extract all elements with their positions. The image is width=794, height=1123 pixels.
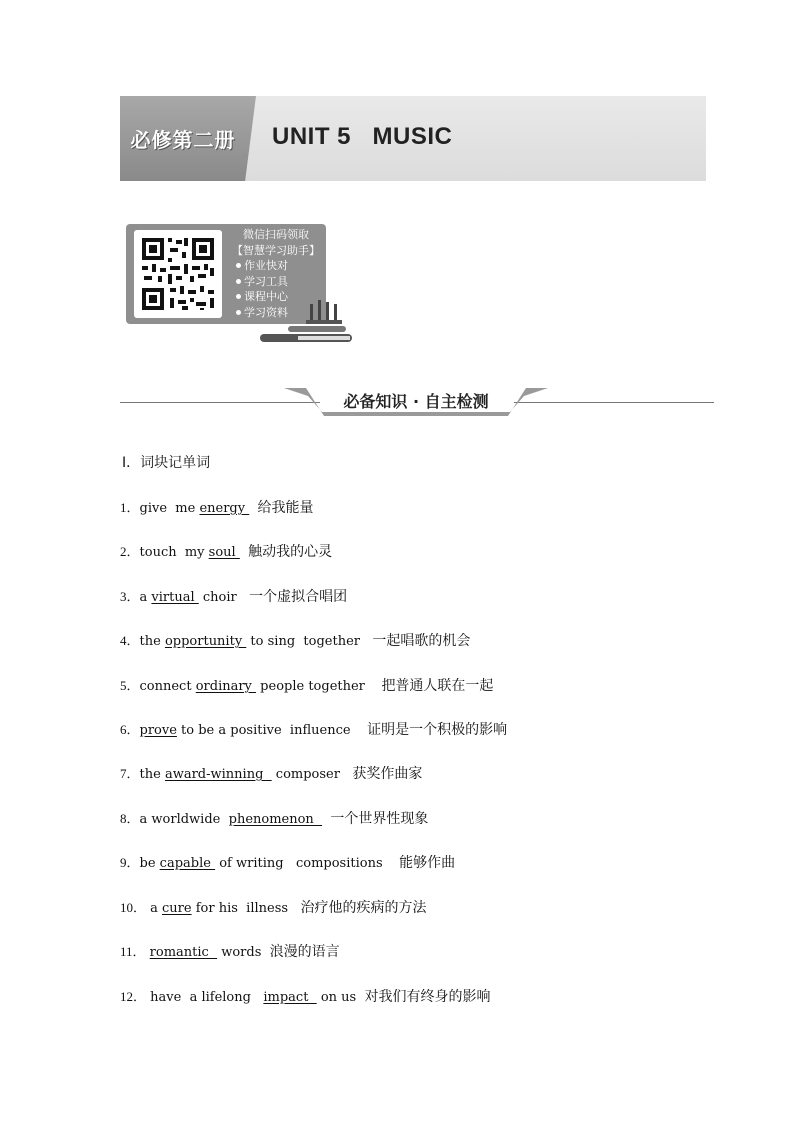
item-suffix: choir: [198, 590, 250, 605]
promo-feature: 作业快对: [228, 258, 324, 274]
item-suffix: [249, 501, 257, 516]
part-heading: Ⅰ．词块记单词: [122, 455, 211, 471]
answer-blank: virtual: [151, 590, 199, 605]
list-item: [120, 630, 470, 650]
answer-blank: impact: [263, 990, 317, 1005]
item-prefix: connect: [139, 679, 196, 694]
answer-blank: ordinary: [195, 679, 257, 694]
item-number: 7．: [120, 766, 140, 781]
answer-blank: award-winning: [164, 767, 272, 782]
item-number: 5．: [120, 678, 140, 693]
item-suffix: people together: [256, 679, 382, 694]
promo-feature: 课程中心: [228, 289, 324, 305]
list-item: [120, 763, 422, 783]
answer-blank: romantic: [149, 945, 218, 960]
chinese-meaning: 获奖作曲家: [352, 766, 423, 782]
item-number: 3．: [120, 589, 140, 604]
item-suffix: to sing together: [246, 634, 373, 649]
item-prefix: a: [139, 590, 152, 605]
qr-code-icon[interactable]: [134, 230, 222, 318]
chinese-meaning: 治疗他的疾病的方法: [300, 900, 427, 916]
list-item: [120, 897, 426, 917]
list-item: [120, 852, 455, 872]
chinese-meaning: 能够作曲: [399, 855, 456, 871]
item-number: 12．: [120, 989, 147, 1004]
list-item: [120, 941, 340, 961]
item-suffix: [240, 545, 248, 560]
item-number: 8．: [120, 811, 140, 826]
item-number: 2．: [120, 544, 140, 559]
item-prefix: give me: [139, 501, 200, 516]
promo-line: 微信扫码领取: [243, 228, 309, 241]
chinese-meaning: 浪漫的语言: [269, 944, 340, 960]
item-suffix: of writing compositions: [215, 856, 400, 871]
section-title: 必备知识 · 自主检测: [343, 392, 489, 411]
chinese-meaning: 一个虚拟合唱团: [249, 589, 348, 605]
answer-blank: prove: [139, 723, 177, 738]
item-prefix: the: [139, 767, 165, 782]
item-suffix: composer: [271, 767, 353, 782]
item-suffix: words: [217, 945, 270, 960]
item-number: 4．: [120, 633, 140, 648]
answer-blank: cure: [162, 901, 192, 916]
list-item: [120, 541, 332, 561]
list-item: [120, 986, 490, 1006]
item-suffix: to be a positive influence: [176, 723, 368, 738]
answer-blank: phenomenon: [228, 812, 323, 827]
promo-feature: 学习资料: [228, 305, 324, 321]
answer-blank: capable: [159, 856, 216, 871]
chinese-meaning: 一起唱歌的机会: [372, 633, 471, 649]
chinese-meaning: 一个世界性现象: [330, 811, 429, 827]
unit-banner: [120, 96, 706, 181]
item-prefix: a worldwide: [139, 812, 229, 827]
chinese-meaning: 证明是一个积极的影响: [367, 722, 508, 738]
item-prefix: a: [146, 901, 163, 916]
item-number: 10．: [120, 900, 147, 915]
list-item: [120, 719, 507, 739]
answer-blank: opportunity: [164, 634, 247, 649]
books-icon: [258, 296, 354, 346]
item-prefix: have a lifelong: [146, 990, 264, 1005]
list-item: [120, 586, 347, 606]
chinese-meaning: 触动我的心灵: [248, 544, 333, 560]
chinese-meaning: 对我们有终身的影响: [364, 989, 491, 1005]
item-prefix: the: [139, 634, 165, 649]
item-number: 9．: [120, 855, 140, 870]
item-prefix: be: [139, 856, 160, 871]
promo-feature: 学习工具: [228, 274, 324, 290]
answer-blank: energy: [199, 501, 250, 516]
item-suffix: for his illness: [191, 901, 301, 916]
item-number: 6．: [120, 722, 140, 737]
list-item: [120, 497, 314, 517]
item-number: 1．: [120, 500, 140, 515]
book-volume-label: 必修第二册: [130, 128, 236, 152]
chinese-meaning: 给我能量: [257, 500, 314, 516]
item-prefix: touch my: [139, 545, 209, 560]
answer-blank: soul: [208, 545, 240, 560]
list-item: [120, 808, 428, 828]
promo-line: 【智慧学习助手】: [232, 243, 320, 257]
item-suffix: on us: [316, 990, 365, 1005]
list-item: [120, 675, 493, 695]
chinese-meaning: 把普通人联在一起: [381, 678, 494, 694]
item-number: 11．: [120, 944, 146, 959]
unit-title: UNIT 5 MUSIC: [272, 123, 453, 150]
